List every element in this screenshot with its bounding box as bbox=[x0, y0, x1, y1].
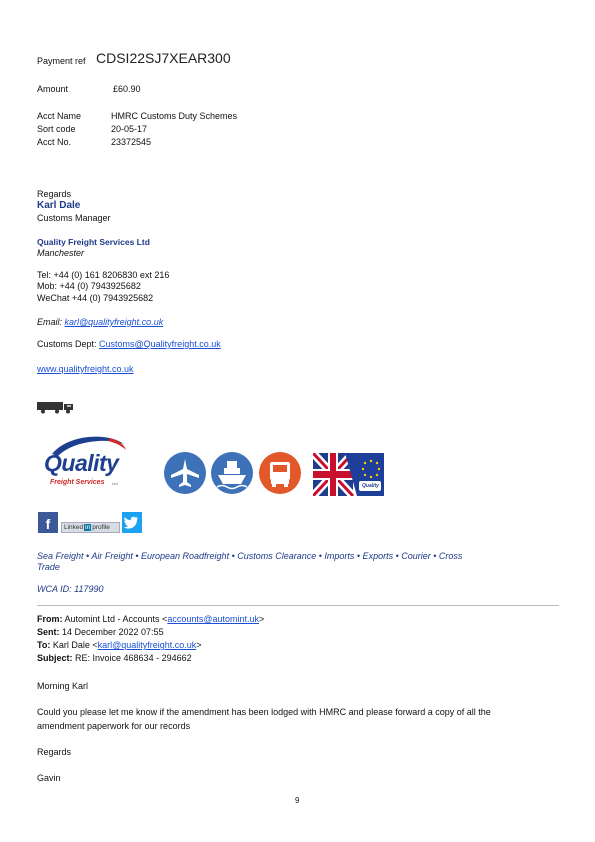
email-line bbox=[37, 317, 163, 327]
acct-name-value: HMRC Customs Duty Schemes bbox=[111, 111, 238, 121]
wca-id: WCA ID: 117990 bbox=[37, 584, 104, 594]
subject-label: Subject: bbox=[37, 653, 73, 663]
signature-name: Karl Dale bbox=[37, 200, 81, 211]
payment-ref-label: Payment ref bbox=[37, 56, 86, 66]
truck-icon bbox=[37, 400, 75, 419]
acct-name-label: Acct Name bbox=[37, 111, 82, 121]
flag-caption: Quality bbox=[362, 483, 379, 489]
lorry-icon bbox=[258, 451, 302, 500]
to-label: To: bbox=[37, 640, 51, 650]
from-label: From: bbox=[37, 614, 63, 624]
acct-no-label: Acct No. bbox=[37, 137, 72, 147]
logo-wordmark: Quality bbox=[44, 450, 119, 476]
page-number: 9 bbox=[295, 796, 300, 805]
from-email-link[interactable]: accounts@automint.uk bbox=[167, 614, 259, 624]
customs-label: Customs Dept: bbox=[37, 339, 100, 349]
phone-tel: Tel: +44 (0) 161 8206830 ext 216 bbox=[37, 270, 170, 280]
body-regards: Regards bbox=[37, 747, 72, 757]
acct-no-value: 23372545 bbox=[111, 137, 152, 147]
body-paragraph-line-1: Could you please let me know if the amendment has been lodged with HMRC and please forward a copy of all the bbox=[37, 707, 491, 717]
company-city: Manchester bbox=[37, 248, 85, 258]
ship-icon bbox=[210, 451, 254, 500]
services-line-2: Trade bbox=[37, 562, 60, 572]
email-from bbox=[37, 614, 264, 624]
amount-value: £60.90 bbox=[113, 84, 141, 94]
sent-text: 14 December 2022 07:55 bbox=[59, 627, 164, 637]
sort-code-value: 20-05-17 bbox=[111, 124, 148, 134]
from-end: > bbox=[259, 614, 265, 624]
payment-ref-value: CDSI22SJ7XEAR300 bbox=[96, 50, 231, 66]
subject-text: RE: Invoice 468634 - 294662 bbox=[72, 653, 192, 663]
linkedin-in-icon: in bbox=[85, 524, 91, 531]
email-subject bbox=[37, 653, 192, 663]
company-name: Quality Freight Services Ltd bbox=[37, 237, 150, 247]
customs-line bbox=[37, 339, 221, 349]
email-sent bbox=[37, 627, 164, 637]
twitter-icon[interactable] bbox=[122, 512, 142, 533]
from-text: Automint Ltd - Accounts < bbox=[62, 614, 168, 624]
header-divider bbox=[37, 605, 559, 606]
phone-mob: Mob: +44 (0) 7943925682 bbox=[37, 281, 141, 291]
email-link[interactable]: karl@qualityfreight.co.uk bbox=[64, 317, 164, 327]
linkedin-label-3: profile bbox=[92, 524, 110, 531]
logo-tagline: Freight Services bbox=[50, 479, 105, 486]
customs-email-link[interactable]: Customs@Qualityfreight.co.uk bbox=[99, 339, 221, 349]
to-text: Karl Dale < bbox=[50, 640, 98, 650]
signature-regards: Regards bbox=[37, 189, 72, 199]
signature-title: Customs Manager bbox=[37, 213, 111, 223]
email-to bbox=[37, 640, 202, 650]
website-link[interactable]: www.qualityfreight.co.uk bbox=[37, 364, 134, 374]
sort-code-label: Sort code bbox=[37, 124, 76, 134]
to-email-link[interactable]: karl@qualityfreight.co.uk bbox=[97, 640, 197, 650]
amount-label: Amount bbox=[37, 84, 69, 94]
email-label: Email: bbox=[37, 317, 65, 327]
body-paragraph-line-2: amendment paperwork for our records bbox=[37, 721, 191, 731]
logo-ltd: Ltd bbox=[112, 481, 118, 486]
to-end: > bbox=[196, 640, 202, 650]
uk-eu-flag-image bbox=[313, 453, 384, 496]
linkedin-profile-button[interactable] bbox=[61, 522, 120, 533]
body-greeting: Morning Karl bbox=[37, 681, 89, 691]
services-line-1: Sea Freight • Air Freight • European Roadfreight • Customs Clearance • Imports • Exports • Courier • Cross bbox=[37, 551, 463, 561]
phone-wechat: WeChat +44 (0) 7943925682 bbox=[37, 293, 154, 303]
quality-logo bbox=[38, 432, 134, 494]
sent-label: Sent: bbox=[37, 627, 60, 637]
plane-icon bbox=[163, 451, 207, 500]
linkedin-label-1: Linked bbox=[64, 524, 84, 531]
facebook-icon[interactable]: f bbox=[38, 512, 58, 533]
body-signoff: Gavin bbox=[37, 773, 61, 783]
